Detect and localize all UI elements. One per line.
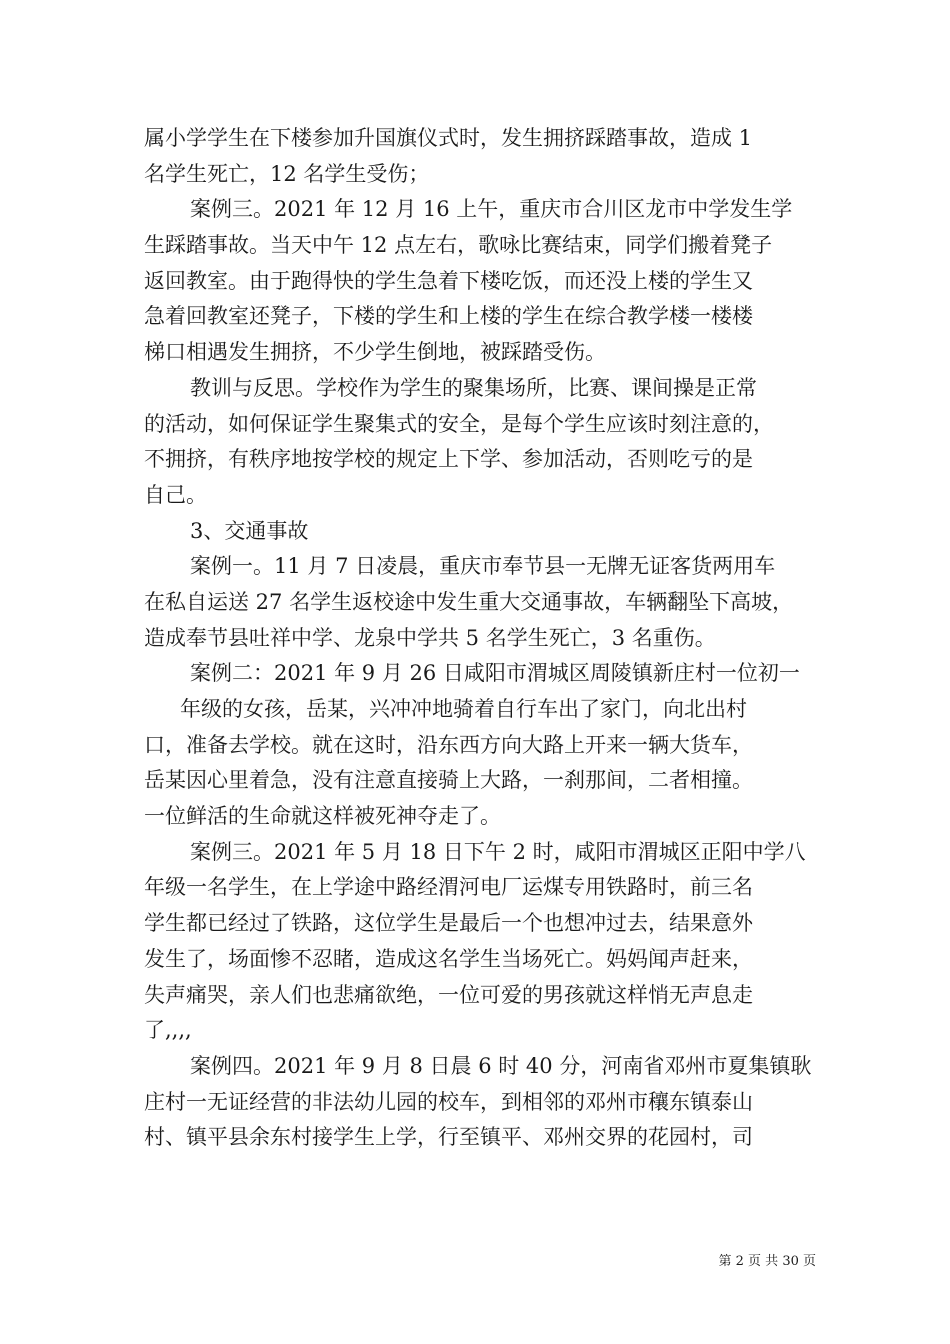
text-line: 年级的女孩，岳某，兴冲冲地骑着自行车出了家门，向北出村 <box>180 697 747 721</box>
document-body <box>144 121 816 1156</box>
text-line: 了,,,, <box>144 1018 192 1043</box>
paragraph-start: 案例二：2021 年 9 月 26 日咸阳市渭城区周陵镇新庄村一位初一 <box>190 661 800 686</box>
paragraph-start: 案例三。2021 年 5 月 18 日下午 2 时，咸阳市渭城区正阳中学八 <box>190 839 806 864</box>
text-line: 自己。 <box>144 482 207 507</box>
text-line: 的活动，如何保证学生聚集式的安全，是每个学生应该时刻注意的， <box>144 411 774 436</box>
text-line: 村、镇平县余东村接学生上学，行至镇平、邓州交界的花园村，司 <box>144 1125 753 1150</box>
section-heading: 3、交通事故 <box>190 518 309 543</box>
text-line: 岳某因心里着急，没有注意直接骑上大路，一刹那间，二者相撞。 <box>144 768 753 793</box>
text-line: 学生都已经过了铁路，这位学生是最后一个也想冲过去，结果意外 <box>144 911 753 936</box>
paragraph-start: 案例一。11 月 7 日凌晨，重庆市奉节县一无牌无证客货两用车 <box>190 554 776 579</box>
text-line: 生踩踏事故。当天中午 12 点左右，歌咏比赛结束，同学们搬着凳子 <box>144 233 773 258</box>
text-line: 返回教室。由于跑得快的学生急着下楼吃饭，而还没上楼的学生又 <box>144 268 753 293</box>
text-line: 梯口相遇发生拥挤，不少学生倒地，被踩踏受伤。 <box>144 340 606 365</box>
paragraph-start: 案例三。2021 年 12 月 16 上午，重庆市合川区龙市中学发生学 <box>190 197 793 222</box>
text-line: 口，准备去学校。就在这时，沿东西方向大路上开来一辆大货车， <box>144 732 753 757</box>
page-number-footer: 第 2 页 共 30 页 <box>718 1254 816 1269</box>
text-line: 在私自运送 27 名学生返校途中发生重大交通事故，车辆翻坠下高坡， <box>144 589 794 614</box>
text-line: 发生了，场面惨不忍睹，造成这名学生当场死亡。妈妈闻声赶来， <box>144 946 753 971</box>
paragraph-start: 案例四。2021 年 9 月 8 日晨 6 时 40 分，河南省邓州市夏集镇耿 <box>190 1053 812 1078</box>
text-line: 失声痛哭，亲人们也悲痛欲绝，一位可爱的男孩就这样悄无声息走 <box>144 982 753 1007</box>
text-line: 一位鲜活的生命就这样被死神夺走了。 <box>144 804 501 829</box>
text-line: 庄村一无证经营的非法幼儿园的校车，到相邻的邓州市穰东镇泰山 <box>144 1089 753 1114</box>
text-line: 造成奉节县吐祥中学、龙泉中学共 5 名学生死亡，3 名重伤。 <box>144 625 716 650</box>
text-line: 不拥挤，有秩序地按学校的规定上下学、参加活动，否则吃亏的是 <box>144 447 753 472</box>
text-line: 属小学学生在下楼参加升国旗仪式时，发生拥挤踩踏事故，造成 1 <box>144 126 753 150</box>
text-line: 名学生死亡，12 名学生受伤； <box>144 161 430 186</box>
paragraph-start: 教训与反思。学校作为学生的聚集场所，比赛、课间操是正常 <box>190 375 757 400</box>
text-line: 急着回教室还凳子，下楼的学生和上楼的学生在综合教学楼一楼楼 <box>144 304 753 329</box>
text-line: 年级一名学生，在上学途中路经渭河电厂运煤专用铁路时，前三名 <box>144 875 753 900</box>
